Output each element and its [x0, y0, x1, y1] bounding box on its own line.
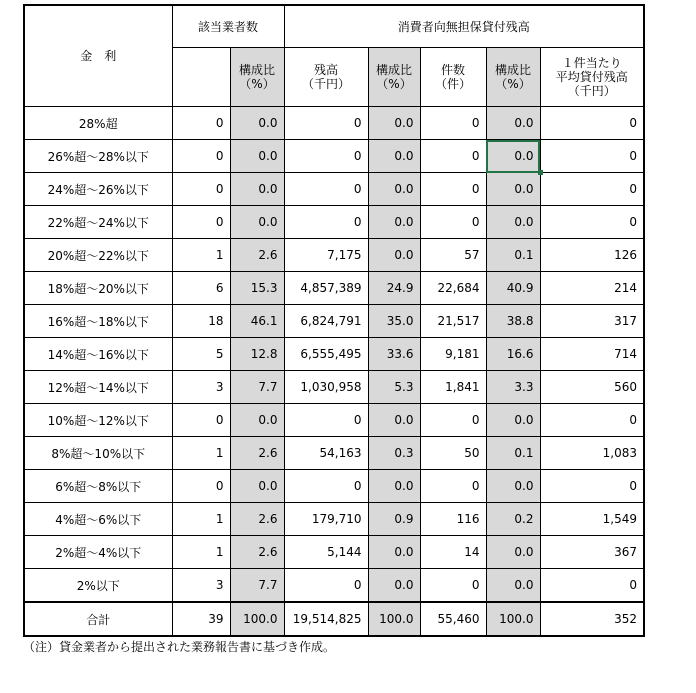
cell-share2[interactable]: 0.9 — [368, 503, 420, 536]
cell-avg[interactable]: 126 — [540, 239, 644, 272]
cell-cases[interactable]: 22,684 — [420, 272, 486, 305]
cell-amount[interactable]: 19,514,825 — [284, 602, 368, 636]
cell-share3[interactable]: 0.0 — [486, 536, 540, 569]
cell-avg[interactable]: 0 — [540, 173, 644, 206]
col-header-count[interactable] — [172, 48, 230, 107]
cell-share2[interactable]: 0.0 — [368, 536, 420, 569]
cell-share2[interactable]: 0.3 — [368, 437, 420, 470]
cell-share2[interactable]: 0.0 — [368, 404, 420, 437]
cell-share1[interactable]: 0.0 — [230, 206, 284, 239]
cell-cases[interactable]: 0 — [420, 569, 486, 603]
cell-avg[interactable]: 0 — [540, 470, 644, 503]
cell-avg[interactable]: 0 — [540, 569, 644, 603]
cell-rate[interactable]: 4%超～6%以下 — [24, 503, 172, 536]
cell-cases[interactable]: 0 — [420, 107, 486, 140]
cell-share3[interactable]: 0.0 — [486, 404, 540, 437]
cell-amount[interactable]: 0 — [284, 569, 368, 603]
cell-share3[interactable]: 0.0 — [486, 206, 540, 239]
cell-share2[interactable]: 0.0 — [368, 239, 420, 272]
cell-share1[interactable]: 2.6 — [230, 437, 284, 470]
cell-rate[interactable]: 14%超～16%以下 — [24, 338, 172, 371]
cell-rate[interactable]: 24%超～26%以下 — [24, 173, 172, 206]
table-row — [24, 470, 644, 503]
cell-avg[interactable]: 0 — [540, 107, 644, 140]
cell-share3[interactable]: 0.1 — [486, 239, 540, 272]
cell-share2[interactable]: 100.0 — [368, 602, 420, 636]
cell-lenders[interactable]: 3 — [172, 371, 230, 404]
cell-lenders[interactable]: 5 — [172, 338, 230, 371]
table-row — [24, 536, 644, 569]
cell-lenders[interactable]: 1 — [172, 503, 230, 536]
cell-cases[interactable]: 14 — [420, 536, 486, 569]
table-row — [24, 239, 644, 272]
col-header-rate[interactable]: 金 利 — [24, 5, 172, 107]
cell-amount[interactable]: 0 — [284, 404, 368, 437]
cell-rate[interactable]: 22%超～24%以下 — [24, 206, 172, 239]
cell-share1[interactable]: 2.6 — [230, 503, 284, 536]
cell-share1[interactable]: 46.1 — [230, 305, 284, 338]
cell-avg[interactable]: 317 — [540, 305, 644, 338]
col-header-share1[interactable]: 構成比 （%） — [230, 48, 284, 107]
cell-cases[interactable]: 9,181 — [420, 338, 486, 371]
table-row — [24, 305, 644, 338]
col-header-lenders[interactable]: 該当業者数 — [172, 5, 284, 48]
col-header-share3[interactable]: 構成比 （%） — [486, 48, 540, 107]
table-row — [24, 140, 644, 173]
cell-cases[interactable]: 1,841 — [420, 371, 486, 404]
cell-amount[interactable]: 54,163 — [284, 437, 368, 470]
cell-amount[interactable]: 0 — [284, 107, 368, 140]
cell-share1[interactable]: 2.6 — [230, 536, 284, 569]
cell-amount[interactable]: 4,857,389 — [284, 272, 368, 305]
cell-share2[interactable]: 0.0 — [368, 173, 420, 206]
cell-cases[interactable]: 50 — [420, 437, 486, 470]
cell-amount[interactable]: 0 — [284, 470, 368, 503]
table-row — [24, 569, 644, 603]
table-row — [24, 503, 644, 536]
table-row — [24, 173, 644, 206]
cell-amount[interactable]: 6,555,495 — [284, 338, 368, 371]
cell-share3[interactable]: 0.0 — [486, 470, 540, 503]
cell-share2[interactable]: 0.0 — [368, 140, 420, 173]
table-row — [24, 404, 644, 437]
cell-avg[interactable]: 352 — [540, 602, 644, 636]
cell-rate[interactable]: 2%以下 — [24, 569, 172, 603]
cell-lenders[interactable]: 1 — [172, 437, 230, 470]
cell-rate[interactable]: 12%超～14%以下 — [24, 371, 172, 404]
col-header-cases[interactable]: 件数 （件） — [420, 48, 486, 107]
cell-cases[interactable]: 0 — [420, 470, 486, 503]
table-row — [24, 338, 644, 371]
cell-lenders[interactable]: 0 — [172, 107, 230, 140]
cell-cases[interactable]: 55,460 — [420, 602, 486, 636]
cell-amount[interactable]: 6,824,791 — [284, 305, 368, 338]
cell-share1[interactable]: 0.0 — [230, 404, 284, 437]
footnote: （注）貸金業者から提出された業務報告書に基づき作成。 — [23, 640, 336, 654]
col-header-balance[interactable]: 消費者向無担保貸付残高 — [284, 5, 644, 48]
cell-share1[interactable]: 15.3 — [230, 272, 284, 305]
cell-avg[interactable]: 214 — [540, 272, 644, 305]
cell-rate[interactable]: 20%超～22%以下 — [24, 239, 172, 272]
cell-cases[interactable]: 0 — [420, 404, 486, 437]
cell-share3[interactable]: 0.2 — [486, 503, 540, 536]
cell-share1[interactable]: 7.7 — [230, 569, 284, 603]
cell-share3[interactable]: 16.6 — [486, 338, 540, 371]
cell-rate[interactable]: 8%超～10%以下 — [24, 437, 172, 470]
table-row — [24, 107, 644, 140]
cell-share2[interactable]: 0.0 — [368, 470, 420, 503]
cell-share3[interactable]: 0.0 — [486, 107, 540, 140]
cell-amount[interactable]: 5,144 — [284, 536, 368, 569]
cell-share3[interactable]: 0.0 — [486, 173, 540, 206]
cell-avg[interactable]: 0 — [540, 404, 644, 437]
col-header-amount[interactable]: 残高 （千円） — [284, 48, 368, 107]
cell-amount[interactable]: 7,175 — [284, 239, 368, 272]
cell-share3[interactable]: 0.0 — [486, 569, 540, 603]
cell-cases[interactable]: 0 — [420, 206, 486, 239]
cell-lenders[interactable]: 0 — [172, 206, 230, 239]
cell-amount[interactable]: 0 — [284, 173, 368, 206]
cell-share2[interactable]: 0.0 — [368, 206, 420, 239]
cell-share1[interactable]: 12.8 — [230, 338, 284, 371]
cell-share2[interactable]: 33.6 — [368, 338, 420, 371]
cell-share2[interactable]: 5.3 — [368, 371, 420, 404]
cell-lenders[interactable]: 0 — [172, 140, 230, 173]
loan-table-wrapper — [23, 4, 645, 637]
cell-share1[interactable]: 7.7 — [230, 371, 284, 404]
cell-amount[interactable]: 0 — [284, 206, 368, 239]
cell-share3[interactable]: 3.3 — [486, 371, 540, 404]
cell-cases[interactable]: 21,517 — [420, 305, 486, 338]
table-row — [24, 206, 644, 239]
table-row — [24, 371, 644, 404]
cell-lenders[interactable]: 1 — [172, 239, 230, 272]
cell-lenders[interactable]: 0 — [172, 173, 230, 206]
cell-lenders[interactable]: 18 — [172, 305, 230, 338]
cell-avg[interactable]: 560 — [540, 371, 644, 404]
cell-share1[interactable]: 100.0 — [230, 602, 284, 636]
cell-rate[interactable]: 2%超～4%以下 — [24, 536, 172, 569]
cell-lenders[interactable]: 0 — [172, 404, 230, 437]
cell-avg[interactable]: 0 — [540, 206, 644, 239]
cell-share2[interactable]: 0.0 — [368, 569, 420, 603]
cell-rate[interactable]: 16%超～18%以下 — [24, 305, 172, 338]
cell-lenders[interactable]: 1 — [172, 536, 230, 569]
cell-lenders[interactable]: 39 — [172, 602, 230, 636]
cell-avg[interactable]: 367 — [540, 536, 644, 569]
cell-share3[interactable]: 0.0 — [486, 140, 540, 173]
cell-lenders[interactable]: 6 — [172, 272, 230, 305]
total-row — [24, 602, 644, 636]
cell-cases[interactable]: 57 — [420, 239, 486, 272]
cell-amount[interactable]: 179,710 — [284, 503, 368, 536]
cell-share3[interactable]: 38.8 — [486, 305, 540, 338]
col-header-avg[interactable]: １件当たり 平均貸付残高 （千円） — [540, 48, 644, 107]
cell-cases[interactable]: 0 — [420, 140, 486, 173]
cell-cases[interactable]: 116 — [420, 503, 486, 536]
cell-rate[interactable]: 28%超 — [24, 107, 172, 140]
loan-table — [23, 4, 645, 637]
cell-avg[interactable]: 1,549 — [540, 503, 644, 536]
cell-rate[interactable]: 18%超～20%以下 — [24, 272, 172, 305]
cell-share1[interactable]: 2.6 — [230, 239, 284, 272]
cell-avg[interactable]: 714 — [540, 338, 644, 371]
cell-lenders[interactable]: 0 — [172, 470, 230, 503]
cell-rate[interactable]: 10%超～12%以下 — [24, 404, 172, 437]
cell-amount[interactable]: 0 — [284, 140, 368, 173]
cell-avg[interactable]: 1,083 — [540, 437, 644, 470]
cell-share1[interactable]: 0.0 — [230, 470, 284, 503]
cell-cases[interactable]: 0 — [420, 173, 486, 206]
cell-share3[interactable]: 100.0 — [486, 602, 540, 636]
cell-amount[interactable]: 1,030,958 — [284, 371, 368, 404]
cell-rate[interactable]: 6%超～8%以下 — [24, 470, 172, 503]
cell-share3[interactable]: 40.9 — [486, 272, 540, 305]
table-row — [24, 272, 644, 305]
col-header-share2[interactable]: 構成比 （%） — [368, 48, 420, 107]
cell-share2[interactable]: 0.0 — [368, 107, 420, 140]
cell-rate[interactable]: 合計 — [24, 602, 172, 636]
cell-share3[interactable]: 0.1 — [486, 437, 540, 470]
cell-share1[interactable]: 0.0 — [230, 107, 284, 140]
cell-avg[interactable]: 0 — [540, 140, 644, 173]
cell-share2[interactable]: 24.9 — [368, 272, 420, 305]
cell-lenders[interactable]: 3 — [172, 569, 230, 603]
table-row — [24, 437, 644, 470]
cell-share2[interactable]: 35.0 — [368, 305, 420, 338]
cell-rate[interactable]: 26%超～28%以下 — [24, 140, 172, 173]
cell-share1[interactable]: 0.0 — [230, 140, 284, 173]
cell-share1[interactable]: 0.0 — [230, 173, 284, 206]
